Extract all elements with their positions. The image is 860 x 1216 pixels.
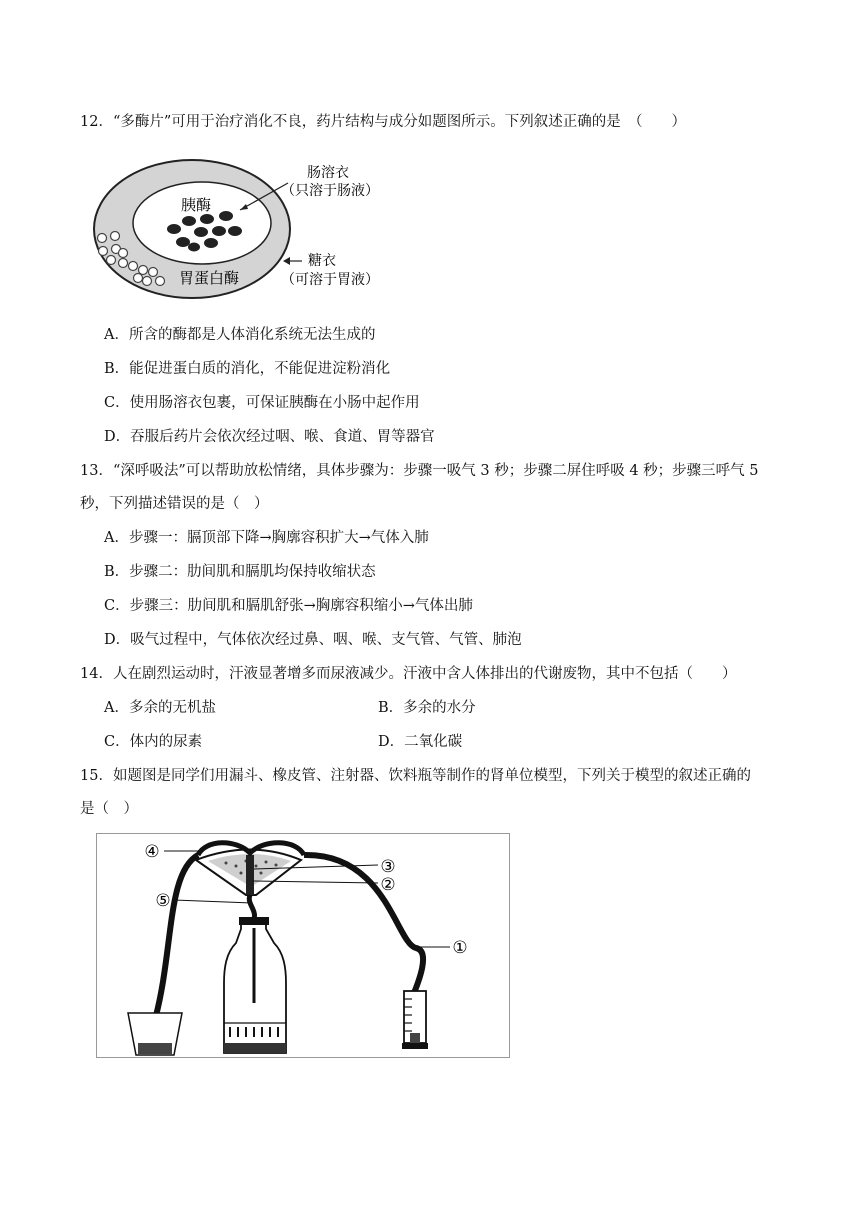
question-12-option-d: D．吞服后药片会依次经过咽、喉、食道、胃等器官 <box>104 429 435 445</box>
label-1: ① <box>452 938 468 958</box>
enteric-coat-note: （只溶于肠液） <box>281 183 379 199</box>
label-3: ③ <box>380 857 396 877</box>
nephron-model-figure <box>96 833 510 1058</box>
label-5: ⑤ <box>155 891 171 911</box>
tablet-structure-figure <box>90 150 400 300</box>
label-2: ② <box>380 875 396 895</box>
question-13-option-a: A．步骤一：膈顶部下降→胸廓容积扩大→气体入肺 <box>104 530 429 546</box>
enteric-coat-title: 肠溶衣 <box>307 165 349 181</box>
question-13-stem-line2: 秒，下列描述错误的是（ ） <box>80 496 269 512</box>
question-14-option-a: A．多余的无机盐 <box>104 700 216 716</box>
question-12-option-b: B．能促进蛋白质的消化，不能促进淀粉消化 <box>104 361 391 377</box>
question-14-option-c: C．体内的尿素 <box>104 734 203 750</box>
question-14-stem: 14．人在剧烈运动时，汗液显著增多而尿液减少。汗液中含人体排出的代谢废物，其中不包括（ ） <box>80 666 737 682</box>
question-12-stem: 12．“多酶片”可用于治疗消化不良，药片结构与成分如题图所示。下列叙述正确的是 （ ） <box>80 114 687 130</box>
question-12-option-c: C．使用肠溶衣包裹，可保证胰酶在小肠中起作用 <box>104 395 420 411</box>
sugar-coat-title: 糖衣 <box>308 253 336 269</box>
question-12-option-a: A．所含的酶都是人体消化系统无法生成的 <box>104 327 376 343</box>
question-13-option-b: B．步骤二：肋间肌和膈肌均保持收缩状态 <box>104 564 376 580</box>
question-13-stem-line1: 13．“深呼吸法”可以帮助放松情绪，具体步骤为：步骤一吸气 3 秒；步骤二屏住呼吸 4 秒；步骤三呼气 5 <box>80 463 759 479</box>
question-15-stem-line2: 是（ ） <box>80 801 138 817</box>
pepsin-label: 胃蛋白酶 <box>178 269 240 287</box>
pancreatic-enzyme-label: 胰酶 <box>180 196 212 214</box>
funnel-stem <box>246 855 254 895</box>
question-13-option-c: C．步骤三：肋间肌和膈肌舒张→胸廓容积缩小→气体出肺 <box>104 598 473 614</box>
question-15-stem-line1: 15．如题图是同学们用漏斗、橡皮管、注射器、饮料瓶等制作的肾单位模型，下列关于模型的叙述正确的 <box>80 768 751 784</box>
enteric-coat-core <box>133 182 271 264</box>
question-13-option-d: D．吸气过程中，气体依次经过鼻、咽、喉、支气管、气管、肺泡 <box>104 632 522 648</box>
label-4: ④ <box>144 842 160 862</box>
sugar-coat-note: （可溶于胃液） <box>281 272 379 288</box>
question-14-option-b: B．多余的水分 <box>378 700 476 716</box>
question-14-option-d: D．二氧化碳 <box>378 734 463 750</box>
